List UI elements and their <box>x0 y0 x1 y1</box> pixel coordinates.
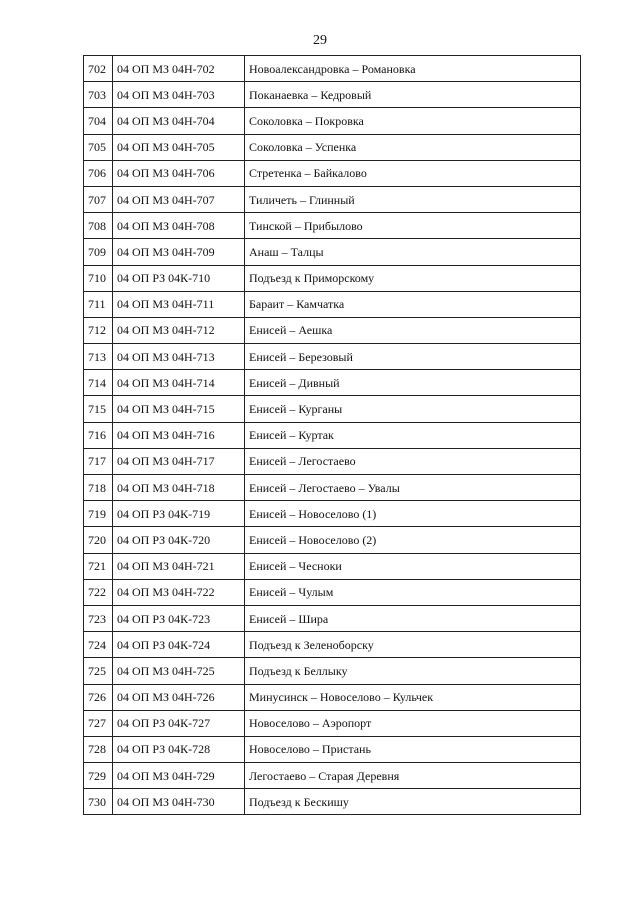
table-row <box>84 527 581 553</box>
table-row <box>84 658 581 684</box>
road-name: Поканаевка – Кедровый <box>245 82 581 108</box>
road-name: Новоалександровка – Романовка <box>245 56 581 82</box>
road-code: 04 ОП МЗ 04Н-711 <box>113 291 245 317</box>
road-code: 04 ОП МЗ 04Н-715 <box>113 396 245 422</box>
road-code: 04 ОП РЗ 04К-720 <box>113 527 245 553</box>
table-row <box>84 632 581 658</box>
row-number: 726 <box>84 684 113 710</box>
road-code: 04 ОП МЗ 04Н-712 <box>113 317 245 343</box>
table-row <box>84 553 581 579</box>
row-number: 713 <box>84 344 113 370</box>
road-code: 04 ОП РЗ 04К-719 <box>113 501 245 527</box>
table-row <box>84 344 581 370</box>
road-code: 04 ОП МЗ 04Н-726 <box>113 684 245 710</box>
table-row <box>84 317 581 343</box>
table-row <box>84 789 581 815</box>
road-name: Тинской – Прибылово <box>245 213 581 239</box>
row-number: 718 <box>84 475 113 501</box>
road-name: Енисей – Дивный <box>245 370 581 396</box>
road-name: Подъезд к Зеленоборску <box>245 632 581 658</box>
table-row <box>84 579 581 605</box>
road-name: Подъезд к Беллыку <box>245 658 581 684</box>
road-name: Енисей – Чулым <box>245 579 581 605</box>
road-code: 04 ОП МЗ 04Н-706 <box>113 160 245 186</box>
road-code: 04 ОП МЗ 04Н-722 <box>113 579 245 605</box>
row-number: 727 <box>84 710 113 736</box>
road-name: Легостаево – Старая Деревня <box>245 763 581 789</box>
road-name: Подъезд к Бескишу <box>245 789 581 815</box>
table-row <box>84 684 581 710</box>
road-name: Енисей – Легостаево <box>245 448 581 474</box>
road-code: 04 ОП РЗ 04К-728 <box>113 736 245 762</box>
road-code: 04 ОП МЗ 04Н-729 <box>113 763 245 789</box>
row-number: 729 <box>84 763 113 789</box>
table-row <box>84 396 581 422</box>
table-row <box>84 605 581 631</box>
table-row <box>84 82 581 108</box>
table-row <box>84 763 581 789</box>
road-code: 04 ОП МЗ 04Н-717 <box>113 448 245 474</box>
table-row <box>84 291 581 317</box>
road-code: 04 ОП МЗ 04Н-702 <box>113 56 245 82</box>
road-code: 04 ОП МЗ 04Н-709 <box>113 239 245 265</box>
table-row <box>84 370 581 396</box>
road-name: Соколовка – Успенка <box>245 134 581 160</box>
row-number: 724 <box>84 632 113 658</box>
road-code: 04 ОП МЗ 04Н-708 <box>113 213 245 239</box>
table-row <box>84 186 581 212</box>
road-name: Енисей – Куртак <box>245 422 581 448</box>
road-name: Енисей – Березовый <box>245 344 581 370</box>
road-code: 04 ОП МЗ 04Н-725 <box>113 658 245 684</box>
page-number: 29 <box>313 33 327 48</box>
road-code: 04 ОП МЗ 04Н-705 <box>113 134 245 160</box>
road-name: Новоселово – Пристань <box>245 736 581 762</box>
row-number: 709 <box>84 239 113 265</box>
road-name: Соколовка – Покровка <box>245 108 581 134</box>
road-name: Стретенка – Байкалово <box>245 160 581 186</box>
row-number: 730 <box>84 789 113 815</box>
row-number: 704 <box>84 108 113 134</box>
table-row <box>84 448 581 474</box>
row-number: 705 <box>84 134 113 160</box>
road-code: 04 ОП РЗ 04К-710 <box>113 265 245 291</box>
table-row <box>84 710 581 736</box>
row-number: 710 <box>84 265 113 291</box>
row-number: 714 <box>84 370 113 396</box>
row-number: 717 <box>84 448 113 474</box>
road-code: 04 ОП МЗ 04Н-721 <box>113 553 245 579</box>
row-number: 722 <box>84 579 113 605</box>
row-number: 723 <box>84 605 113 631</box>
table-row <box>84 265 581 291</box>
table-row <box>84 213 581 239</box>
road-name: Енисей – Новоселово (2) <box>245 527 581 553</box>
row-number: 721 <box>84 553 113 579</box>
row-number: 708 <box>84 213 113 239</box>
road-name: Бараит – Камчатка <box>245 291 581 317</box>
road-code: 04 ОП МЗ 04Н-716 <box>113 422 245 448</box>
road-name: Енисей – Аешка <box>245 317 581 343</box>
road-code: 04 ОП МЗ 04Н-707 <box>113 186 245 212</box>
road-code: 04 ОП МЗ 04Н-714 <box>113 370 245 396</box>
row-number: 712 <box>84 317 113 343</box>
table-row <box>84 501 581 527</box>
table-row <box>84 56 581 82</box>
table-row <box>84 134 581 160</box>
table-row <box>84 422 581 448</box>
road-code: 04 ОП МЗ 04Н-713 <box>113 344 245 370</box>
roads-table-body <box>84 56 581 815</box>
road-code: 04 ОП МЗ 04Н-730 <box>113 789 245 815</box>
row-number: 703 <box>84 82 113 108</box>
road-name: Новоселово – Аэропорт <box>245 710 581 736</box>
road-code: 04 ОП МЗ 04Н-704 <box>113 108 245 134</box>
road-name: Енисей – Чесноки <box>245 553 581 579</box>
road-name: Енисей – Шира <box>245 605 581 631</box>
row-number: 716 <box>84 422 113 448</box>
road-name: Енисей – Легостаево – Увалы <box>245 475 581 501</box>
row-number: 702 <box>84 56 113 82</box>
road-name: Минусинск – Новоселово – Кульчек <box>245 684 581 710</box>
row-number: 715 <box>84 396 113 422</box>
road-name: Енисей – Новоселово (1) <box>245 501 581 527</box>
row-number: 720 <box>84 527 113 553</box>
road-code: 04 ОП МЗ 04Н-703 <box>113 82 245 108</box>
row-number: 719 <box>84 501 113 527</box>
table-row <box>84 239 581 265</box>
row-number: 711 <box>84 291 113 317</box>
road-code: 04 ОП РЗ 04К-724 <box>113 632 245 658</box>
row-number: 725 <box>84 658 113 684</box>
table-row <box>84 475 581 501</box>
table-row <box>84 108 581 134</box>
table-row <box>84 736 581 762</box>
row-number: 728 <box>84 736 113 762</box>
road-code: 04 ОП РЗ 04К-723 <box>113 605 245 631</box>
road-code: 04 ОП РЗ 04К-727 <box>113 710 245 736</box>
table-row <box>84 160 581 186</box>
road-name: Тиличеть – Глинный <box>245 186 581 212</box>
road-name: Енисей – Курганы <box>245 396 581 422</box>
road-name: Подъезд к Приморскому <box>245 265 581 291</box>
road-name: Анаш – Талцы <box>245 239 581 265</box>
row-number: 706 <box>84 160 113 186</box>
road-code: 04 ОП МЗ 04Н-718 <box>113 475 245 501</box>
roads-table <box>83 55 581 815</box>
row-number: 707 <box>84 186 113 212</box>
